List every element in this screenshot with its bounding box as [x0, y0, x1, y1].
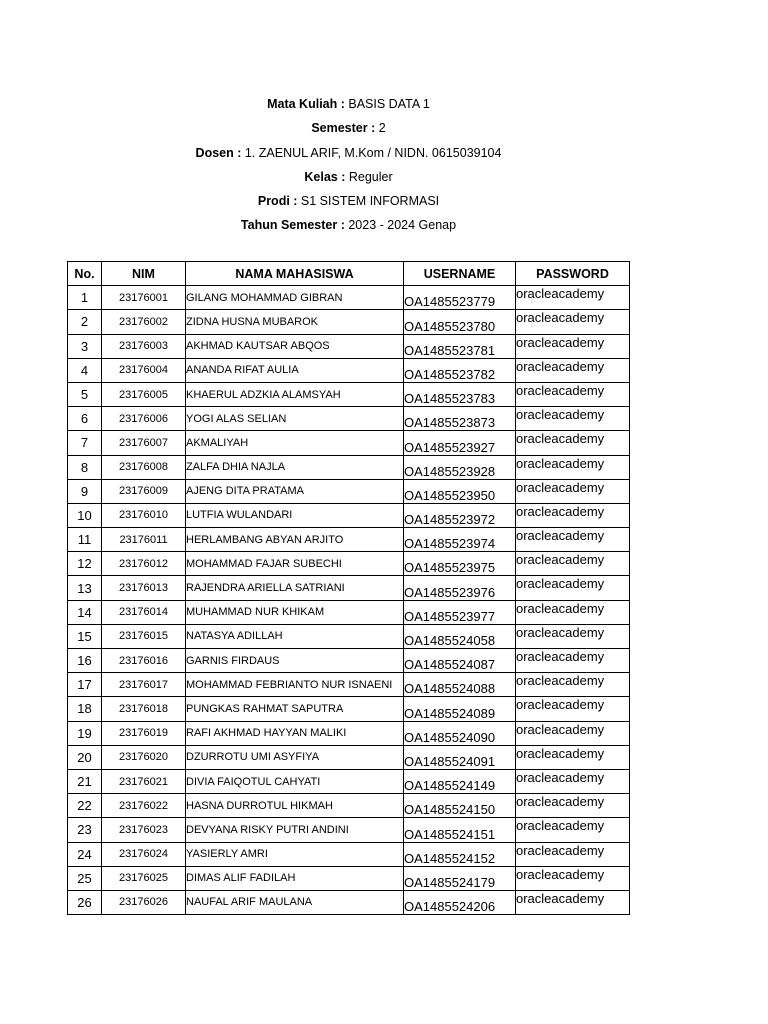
semester-label: Semester :	[311, 121, 379, 136]
mata-kuliah-value: BASIS DATA 1	[348, 97, 430, 111]
cell-username: OA1485523782	[404, 358, 516, 382]
cell-password: oracleacademy	[516, 649, 630, 673]
cell-username: OA1485523977	[404, 600, 516, 624]
table-row	[68, 745, 630, 769]
course-header	[68, 92, 629, 238]
table-row	[68, 794, 630, 818]
cell-nim: 23176024	[102, 842, 186, 866]
cell-no: 18	[68, 697, 102, 721]
cell-no: 20	[68, 745, 102, 769]
cell-username: OA1485524152	[404, 842, 516, 866]
cell-no: 11	[68, 528, 102, 552]
cell-nama: AKHMAD KAUTSAR ABQOS	[186, 334, 404, 358]
cell-no: 14	[68, 600, 102, 624]
cell-nim: 23176007	[102, 431, 186, 455]
cell-nim: 23176002	[102, 310, 186, 334]
cell-username: OA1485524088	[404, 673, 516, 697]
cell-nama: MOHAMMAD FEBRIANTO NUR ISNAENI	[186, 673, 404, 697]
cell-username: OA1485523976	[404, 576, 516, 600]
cell-no: 3	[68, 334, 102, 358]
cell-password: oracleacademy	[516, 479, 630, 503]
cell-nim: 23176004	[102, 358, 186, 382]
cell-password: oracleacademy	[516, 600, 630, 624]
prodi-label: Prodi :	[257, 194, 301, 209]
cell-password: oracleacademy	[516, 794, 630, 818]
cell-nim: 23176005	[102, 382, 186, 406]
cell-nim: 23176014	[102, 600, 186, 624]
table-row	[68, 818, 630, 842]
table-row	[68, 358, 630, 382]
cell-nim: 23176001	[102, 286, 186, 310]
cell-nim: 23176008	[102, 455, 186, 479]
cell-no: 26	[68, 890, 102, 914]
table-row	[68, 721, 630, 745]
cell-nim: 23176020	[102, 745, 186, 769]
cell-password: oracleacademy	[516, 697, 630, 721]
cell-no: 21	[68, 769, 102, 793]
cell-nim: 23176012	[102, 552, 186, 576]
table-row	[68, 528, 630, 552]
student-table	[67, 261, 630, 915]
cell-nim: 23176003	[102, 334, 186, 358]
tahun-semester-line	[68, 213, 629, 237]
table-body	[68, 286, 630, 915]
cell-nim: 23176016	[102, 649, 186, 673]
table-row	[68, 866, 630, 890]
cell-no: 22	[68, 794, 102, 818]
cell-nama: DIMAS ALIF FADILAH	[186, 866, 404, 890]
kelas-line	[68, 165, 629, 189]
kelas-value: Reguler	[348, 169, 393, 184]
cell-no: 24	[68, 842, 102, 866]
kelas-label: Kelas :	[304, 169, 349, 184]
cell-username: OA1485523783	[404, 382, 516, 406]
cell-nim: 23176026	[102, 890, 186, 914]
col-header-username: USERNAME	[404, 262, 516, 286]
mata-kuliah-line	[68, 92, 629, 116]
table-row	[68, 552, 630, 576]
cell-username: OA1485524150	[404, 794, 516, 818]
cell-nama: HERLAMBANG ABYAN ARJITO	[186, 528, 404, 552]
cell-no: 2	[68, 310, 102, 334]
cell-nama: YASIERLY AMRI	[186, 842, 404, 866]
cell-username: OA1485523927	[404, 431, 516, 455]
cell-nama: YOGI ALAS SELIAN	[186, 407, 404, 431]
cell-username: OA1485524087	[404, 649, 516, 673]
cell-password: oracleacademy	[516, 407, 630, 431]
table-row	[68, 769, 630, 793]
col-header-nim: NIM	[102, 262, 186, 286]
cell-username: OA1485523928	[404, 455, 516, 479]
cell-nama: MUHAMMAD NUR KHIKAM	[186, 600, 404, 624]
cell-password: oracleacademy	[516, 431, 630, 455]
cell-nama: HASNA DURROTUL HIKMAH	[186, 794, 404, 818]
cell-no: 6	[68, 407, 102, 431]
table-row	[68, 890, 630, 914]
cell-password: oracleacademy	[516, 673, 630, 697]
cell-password: oracleacademy	[516, 358, 630, 382]
table-row	[68, 673, 630, 697]
cell-password: oracleacademy	[516, 455, 630, 479]
cell-no: 23	[68, 818, 102, 842]
dosen-value: 1. ZAENUL ARIF, M.Kom / NIDN. 0615039104	[244, 145, 502, 160]
semester-value: 2	[378, 121, 386, 136]
cell-password: oracleacademy	[516, 721, 630, 745]
cell-no: 25	[68, 866, 102, 890]
cell-password: oracleacademy	[516, 503, 630, 527]
cell-nama: RAFI AKHMAD HAYYAN MALIKI	[186, 721, 404, 745]
cell-no: 1	[68, 286, 102, 310]
cell-nama: KHAERUL ADZKIA ALAMSYAH	[186, 382, 404, 406]
cell-no: 15	[68, 624, 102, 648]
cell-nama: DZURROTU UMI ASYFIYA	[186, 745, 404, 769]
cell-nama: AKMALIYAH	[186, 431, 404, 455]
cell-username: OA1485524091	[404, 745, 516, 769]
cell-no: 9	[68, 479, 102, 503]
cell-nim: 23176015	[102, 624, 186, 648]
cell-no: 7	[68, 431, 102, 455]
cell-nim: 23176022	[102, 794, 186, 818]
table-row	[68, 649, 630, 673]
cell-nim: 23176019	[102, 721, 186, 745]
cell-nim: 23176021	[102, 769, 186, 793]
cell-password: oracleacademy	[516, 745, 630, 769]
cell-nim: 23176017	[102, 673, 186, 697]
cell-no: 17	[68, 673, 102, 697]
cell-no: 4	[68, 358, 102, 382]
cell-no: 5	[68, 382, 102, 406]
cell-nama: MOHAMMAD FAJAR SUBECHI	[186, 552, 404, 576]
cell-password: oracleacademy	[516, 624, 630, 648]
table-row	[68, 576, 630, 600]
cell-username: OA1485523873	[404, 407, 516, 431]
cell-username: OA1485523780	[404, 310, 516, 334]
cell-username: OA1485523974	[404, 528, 516, 552]
cell-password: oracleacademy	[516, 310, 630, 334]
cell-no: 16	[68, 649, 102, 673]
table-row	[68, 286, 630, 310]
cell-nim: 23176006	[102, 407, 186, 431]
tahun-semester-label: Tahun Semester :	[240, 218, 349, 233]
cell-username: OA1485523950	[404, 479, 516, 503]
cell-nama: ANANDA RIFAT AULIA	[186, 358, 404, 382]
cell-nama: AJENG DITA PRATAMA	[186, 479, 404, 503]
cell-nama: GARNIS FIRDAUS	[186, 649, 404, 673]
table-row	[68, 479, 630, 503]
col-header-nama: NAMA MAHASISWA	[186, 262, 404, 286]
cell-password: oracleacademy	[516, 890, 630, 914]
mata-kuliah-label: Mata Kuliah :	[267, 97, 349, 111]
cell-nama: GILANG MOHAMMAD GIBRAN	[186, 286, 404, 310]
cell-no: 10	[68, 503, 102, 527]
table-row	[68, 455, 630, 479]
table-row	[68, 624, 630, 648]
cell-username: OA1485524151	[404, 818, 516, 842]
table-row	[68, 431, 630, 455]
cell-no: 19	[68, 721, 102, 745]
dosen-line	[68, 141, 629, 165]
cell-no: 12	[68, 552, 102, 576]
cell-no: 8	[68, 455, 102, 479]
cell-nim: 23176018	[102, 697, 186, 721]
cell-password: oracleacademy	[516, 334, 630, 358]
cell-password: oracleacademy	[516, 528, 630, 552]
cell-nama: DEVYANA RISKY PUTRI ANDINI	[186, 818, 404, 842]
table-row	[68, 407, 630, 431]
cell-nama: ZIDNA HUSNA MUBAROK	[186, 310, 404, 334]
cell-nama: PUNGKAS RAHMAT SAPUTRA	[186, 697, 404, 721]
table-header-row	[68, 262, 630, 286]
cell-nama: ZALFA DHIA NAJLA	[186, 455, 404, 479]
cell-username: OA1485523975	[404, 552, 516, 576]
table-row	[68, 697, 630, 721]
cell-nim: 23176011	[102, 528, 186, 552]
cell-username: OA1485524089	[404, 697, 516, 721]
cell-password: oracleacademy	[516, 842, 630, 866]
table-row	[68, 310, 630, 334]
cell-nama: NAUFAL ARIF MAULANA	[186, 890, 404, 914]
cell-nim: 23176009	[102, 479, 186, 503]
cell-password: oracleacademy	[516, 769, 630, 793]
cell-username: OA1485524149	[404, 769, 516, 793]
table-row	[68, 334, 630, 358]
cell-username: OA1485524179	[404, 866, 516, 890]
cell-username: OA1485523781	[404, 334, 516, 358]
col-header-password: PASSWORD	[516, 262, 630, 286]
cell-username: OA1485524206	[404, 890, 516, 914]
tahun-semester-value: 2023 - 2024 Genap	[348, 218, 457, 233]
cell-nama: LUTFIA WULANDARI	[186, 503, 404, 527]
prodi-value: S1 SISTEM INFORMASI	[300, 194, 440, 209]
cell-password: oracleacademy	[516, 382, 630, 406]
cell-nama: RAJENDRA ARIELLA SATRIANI	[186, 576, 404, 600]
cell-username: OA1485523972	[404, 503, 516, 527]
cell-nim: 23176025	[102, 866, 186, 890]
cell-username: OA1485523779	[404, 286, 516, 310]
cell-no: 13	[68, 576, 102, 600]
cell-username: OA1485524058	[404, 624, 516, 648]
cell-password: oracleacademy	[516, 552, 630, 576]
dosen-label: Dosen :	[195, 145, 245, 160]
cell-password: oracleacademy	[516, 286, 630, 310]
cell-username: OA1485524090	[404, 721, 516, 745]
cell-password: oracleacademy	[516, 576, 630, 600]
col-header-no: No.	[68, 262, 102, 286]
table-row	[68, 382, 630, 406]
cell-nama: NATASYA ADILLAH	[186, 624, 404, 648]
cell-nim: 23176010	[102, 503, 186, 527]
table-row	[68, 600, 630, 624]
cell-password: oracleacademy	[516, 866, 630, 890]
cell-nim: 23176023	[102, 818, 186, 842]
cell-nim: 23176013	[102, 576, 186, 600]
cell-password: oracleacademy	[516, 818, 630, 842]
table-row	[68, 842, 630, 866]
prodi-line	[68, 189, 629, 213]
semester-line	[68, 116, 629, 140]
cell-nama: DIVIA FAIQOTUL CAHYATI	[186, 769, 404, 793]
table-row	[68, 503, 630, 527]
